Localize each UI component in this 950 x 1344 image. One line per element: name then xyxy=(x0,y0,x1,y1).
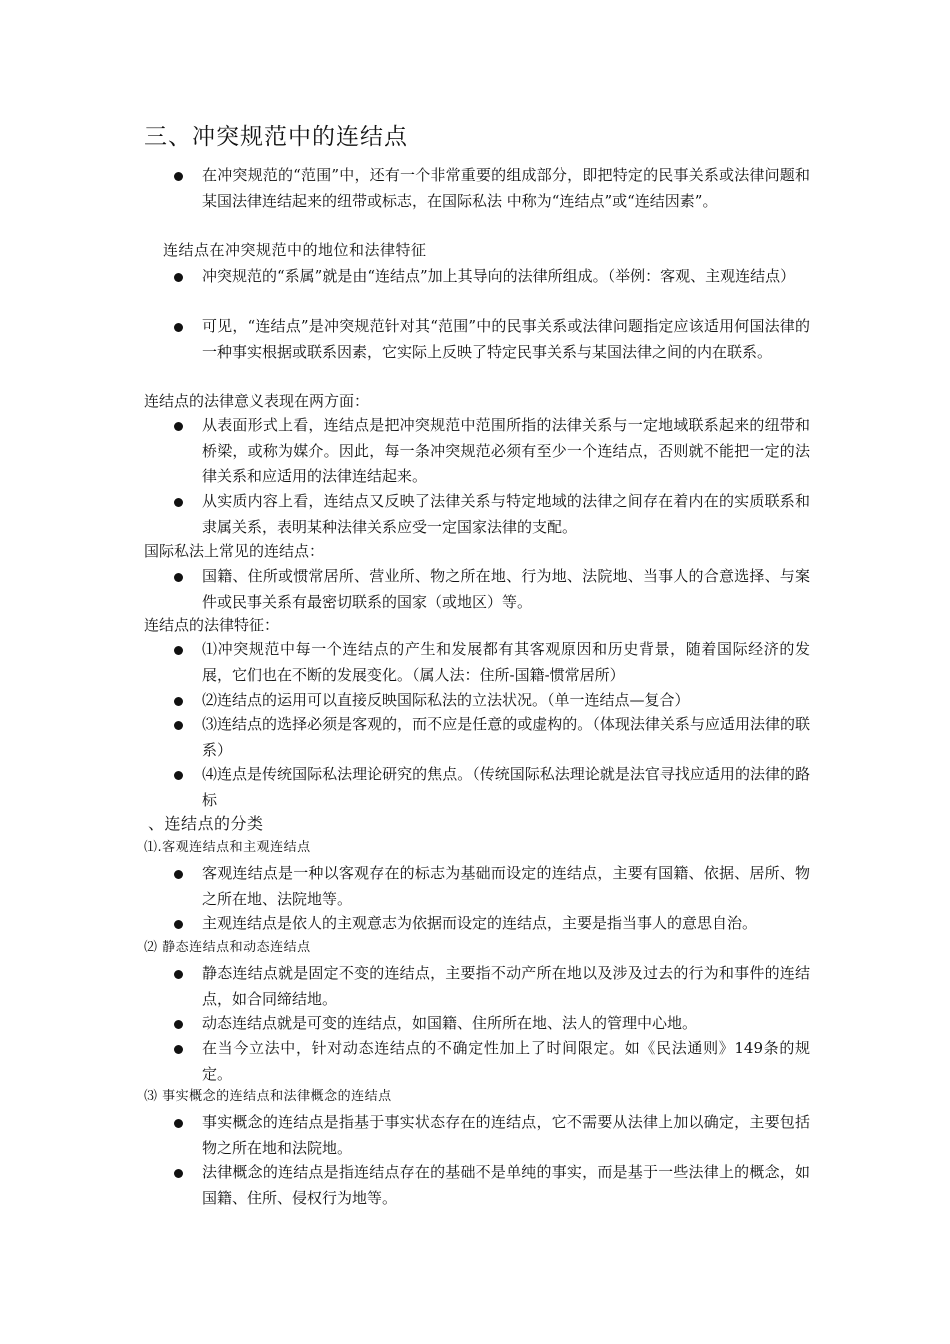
subheading-classification: 、连结点的分类 xyxy=(148,814,264,833)
list-item-text: 国籍、住所或惯常居所、营业所、物之所在地、行为地、法院地、当事人的合意选择、与案件或民事关系有最密切联系的国家（或地区）等。 xyxy=(202,567,810,611)
bullet-icon xyxy=(174,273,183,282)
bullet-icon xyxy=(174,646,183,655)
bullet-icon xyxy=(174,323,183,332)
list-item-text: ⑴冲突规范中每一个连结点的产生和发展都有其客观原因和历史背景，随着国际经济的发展，它们也在不断的发展变化。（属人法：住所-国籍-惯常居所） xyxy=(202,640,810,684)
bullet-icon xyxy=(174,172,183,181)
list-item-text: 客观连结点是一种以客观存在的标志为基础而设定的连结点，主要有国籍、依据、居所、物之所在地、法院地等。 xyxy=(202,864,810,908)
bullet-icon xyxy=(174,920,183,929)
list-item-text: 可见，“连结点”是冲突规范针对其“范围”中的民事关系或法律问题指定应该适用何国法律的一种事实根据或联系因素，它实际上反映了特定民事关系与某国法律之间的内在联系。 xyxy=(202,317,810,361)
paragraph-legal-meaning: 连结点的法律意义表现在两方面： xyxy=(144,392,370,410)
paragraph-legal-features: 连结点的法律特征： xyxy=(144,616,280,634)
subheading-objective-subjective: ⑴.客观连结点和主观连结点 xyxy=(144,840,311,855)
bullet-icon xyxy=(174,870,183,879)
bullet-icon xyxy=(174,422,183,431)
section-title: 三、冲突规范中的连结点 xyxy=(144,124,408,150)
bullet-icon xyxy=(174,697,183,706)
list-item-text: ⑵连结点的运用可以直接反映国际私法的立法状况。（单一连结点—复合） xyxy=(202,691,690,709)
list-item-text: 事实概念的连结点是指基于事实状态存在的连结点，它不需要从法律上加以确定，主要包括物之所在地和法院地。 xyxy=(202,1113,810,1157)
paragraph-common-points: 国际私法上常见的连结点： xyxy=(144,542,325,560)
subheading-fact-law: ⑶ 事实概念的连结点和法律概念的连结点 xyxy=(144,1089,392,1104)
list-item-text: 从实质内容上看，连结点又反映了法律关系与特定地域的法律之间存在着内在的实质联系和隶属关系，表明某种法律关系应受一定国家法律的支配。 xyxy=(202,492,810,536)
subheading-static-dynamic: ⑵ 静态连结点和动态连结点 xyxy=(144,940,311,955)
list-item-text: 冲突规范的“系属”就是由“连结点”加上其导向的法律所组成。（举例：客观、主观连结点） xyxy=(202,267,796,285)
subheading-position-features: 连结点在冲突规范中的地位和法律特征 xyxy=(163,241,427,259)
list-item-text: 动态连结点就是可变的连结点，如国籍、住所所在地、法人的管理中心地。 xyxy=(202,1014,698,1032)
bullet-icon xyxy=(174,970,183,979)
bullet-icon xyxy=(174,1169,183,1178)
list-item-text: 法律概念的连结点是指连结点存在的基础不是单纯的事实，而是基于一些法律上的概念，如国籍、住所、侵权行为地等。 xyxy=(202,1163,810,1207)
bullet-icon xyxy=(174,1020,183,1029)
bullet-icon xyxy=(174,771,183,780)
list-item-text: 在当今立法中，针对动态连结点的不确定性加上了时间限定。如《民法通则》149条的规定。 xyxy=(202,1039,810,1083)
list-item-text: 从表面形式上看，连结点是把冲突规范中范围所指的法律关系与一定地域联系起来的纽带和桥梁，或称为媒介。因此，每一条冲突规范必须有至少一个连结点，否则就不能把一定的法律关系和应适用的法律连结起来。 xyxy=(202,416,810,485)
bullet-icon xyxy=(174,1119,183,1128)
list-item-text: 静态连结点就是固定不变的连结点，主要指不动产所在地以及涉及过去的行为和事件的连结点，如合同缔结地。 xyxy=(202,964,810,1008)
list-item-text: 主观连结点是依人的主观意志为依据而设定的连结点，主要是指当事人的意思自治。 xyxy=(202,914,758,932)
list-item-text: ⑶连结点的选择必须是客观的，而不应是任意的或虚构的。（体现法律关系与应适用法律的联系） xyxy=(202,715,810,759)
list-item-text: ⑷连点是传统国际私法理论研究的焦点。（传统国际私法理论就是法官寻找应适用的法律的路标 xyxy=(202,765,810,809)
list-item-text: 在冲突规范的“范围”中，还有一个非常重要的组成部分，即把特定的民事关系或法律问题和某国法律连结起来的纽带或标志，在国际私法 中称为“连结点”或“连结因素”。 xyxy=(202,166,810,210)
bullet-icon xyxy=(174,498,183,507)
bullet-icon xyxy=(174,1045,183,1054)
bullet-icon xyxy=(174,573,183,582)
bullet-icon xyxy=(174,721,183,730)
